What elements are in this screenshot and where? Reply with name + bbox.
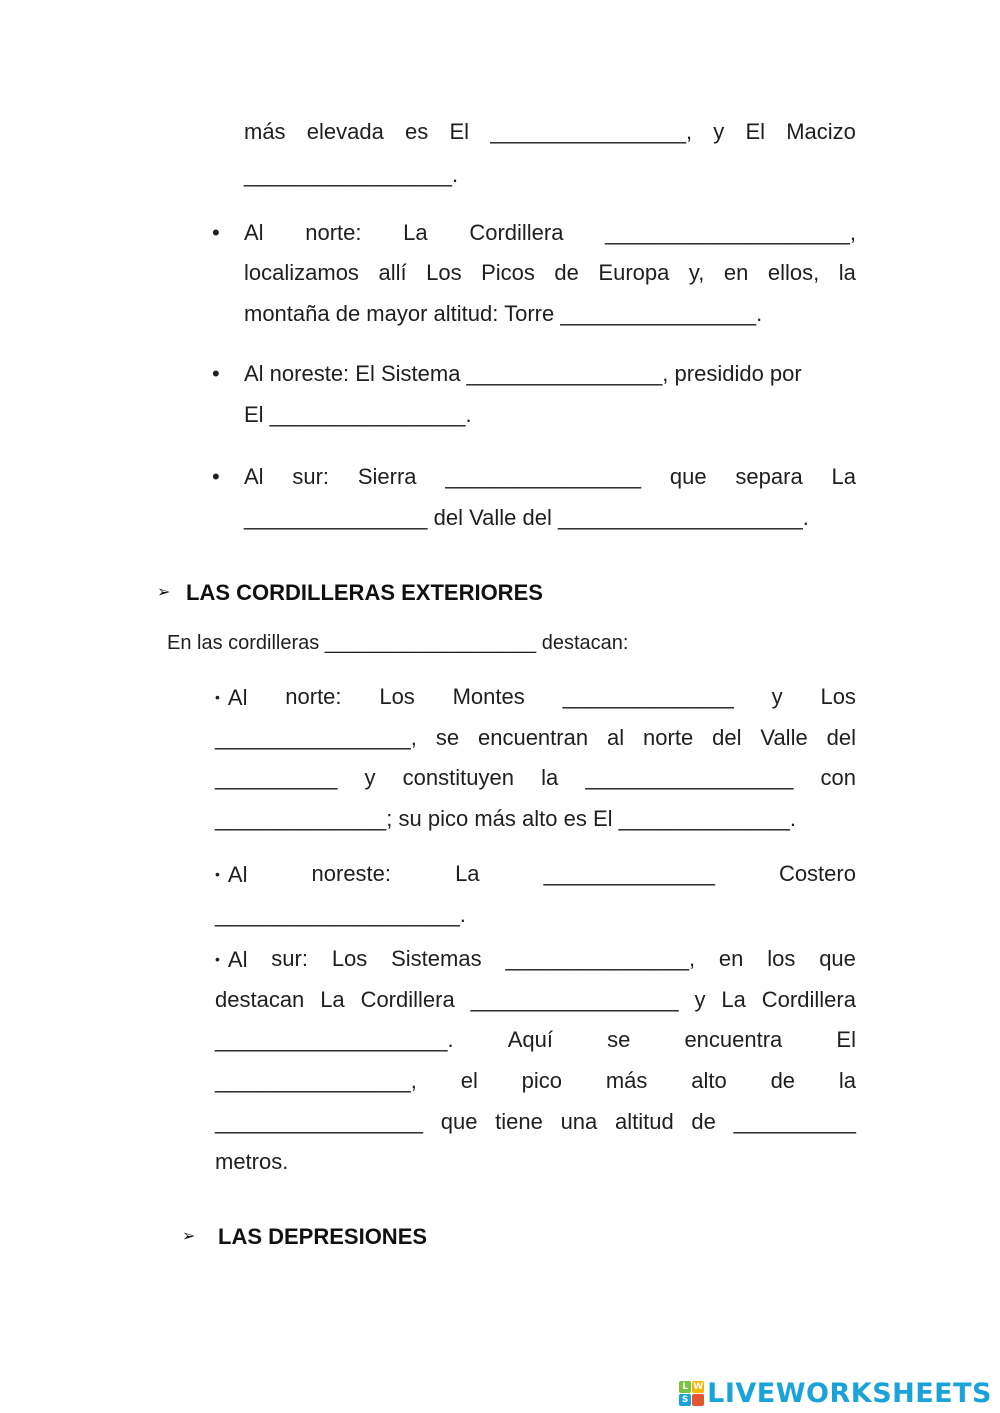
word: en [718, 946, 744, 971]
text-line [215, 723, 856, 753]
text-line [244, 117, 856, 147]
word: El [836, 1027, 856, 1052]
word: se [435, 725, 460, 750]
word: Cordillera [360, 987, 455, 1012]
word: La [320, 987, 345, 1012]
word: ________________, [490, 119, 693, 144]
text-line [244, 218, 856, 248]
bulleted-word [215, 859, 247, 890]
word: ______________ [562, 684, 734, 709]
text-line: montaña de mayor altitud: Torre ________________. [244, 301, 763, 326]
word: La [721, 987, 746, 1012]
bullet-icon: • [212, 361, 220, 386]
word: localizamos [244, 260, 359, 285]
word: ________________, [215, 1068, 417, 1093]
word: Macizo [786, 119, 856, 144]
bullet-icon: • [212, 464, 220, 489]
word: ____________________, [605, 220, 856, 245]
watermark-text: LIVEWORKSHEETS [707, 1378, 992, 1409]
word: encuentra [684, 1027, 783, 1052]
word: y [364, 765, 376, 790]
word: y, [688, 260, 705, 285]
word: Los [820, 684, 856, 709]
word: Picos [481, 260, 535, 285]
word: sur: [292, 464, 330, 489]
word: que [440, 1109, 478, 1134]
word: al [607, 725, 625, 750]
text-line [215, 1025, 856, 1055]
arrow-bullet-icon: ➢ [182, 1228, 196, 1245]
bullet-icon: • [215, 951, 220, 967]
word: el [460, 1068, 478, 1093]
word: tiene [495, 1109, 543, 1134]
section-heading: LAS DEPRESIONES [218, 1224, 428, 1249]
word: Al [227, 947, 248, 972]
text-line: metros. [215, 1149, 289, 1174]
word: altitud [614, 1109, 674, 1134]
word: norte: [305, 220, 362, 245]
text-line [244, 462, 856, 492]
bulleted-word [215, 682, 247, 713]
text-line: _________________. [244, 162, 459, 187]
word: Sierra [357, 464, 417, 489]
word: _________________ [215, 1109, 424, 1134]
word: destacan [215, 987, 305, 1012]
text-line [215, 682, 856, 713]
word: ________________, [215, 725, 417, 750]
text-line [215, 1107, 856, 1137]
text-line [215, 763, 856, 793]
word: sur: [271, 946, 308, 971]
text-line: Al noreste: El Sistema ________________, presidido por [244, 361, 802, 386]
word: y [694, 987, 706, 1012]
word: Costero [778, 861, 856, 886]
word: más [244, 119, 286, 144]
text-line [244, 258, 856, 288]
word: Al [244, 464, 264, 489]
word: La [455, 861, 480, 886]
word: Montes [452, 684, 525, 709]
word: Al [244, 220, 264, 245]
text-line: ____________________. [215, 902, 466, 927]
word: una [560, 1109, 598, 1134]
bullet-icon: • [215, 866, 220, 882]
word: elevada [306, 119, 384, 144]
word: __________ [215, 765, 338, 790]
word: Cordillera [469, 220, 564, 245]
word: con [820, 765, 856, 790]
text-line: En las cordilleras ___________________ destacan: [167, 632, 629, 654]
word: los [767, 946, 796, 971]
word: del [712, 725, 742, 750]
word: encuentran [477, 725, 589, 750]
word: la [838, 1068, 856, 1093]
word: Los [331, 946, 368, 971]
word: Europa [598, 260, 670, 285]
word: Sistemas [391, 946, 482, 971]
text-line: ______________; su pico más alto es El ______________. [215, 806, 797, 831]
word: _________________ [470, 987, 679, 1012]
word: norte: [285, 684, 342, 709]
word: es [405, 119, 429, 144]
word: Cordillera [761, 987, 856, 1012]
text-line [215, 944, 856, 975]
word: __________ [733, 1109, 856, 1134]
word: de [554, 260, 579, 285]
word: constituyen [402, 765, 514, 790]
bullet-icon: • [212, 220, 220, 245]
text-line [215, 985, 856, 1015]
word: que [819, 946, 856, 971]
word: El [449, 119, 470, 144]
word: pico [521, 1068, 563, 1093]
word: de [691, 1109, 716, 1134]
word: norte [643, 725, 694, 750]
word: El [745, 119, 766, 144]
word: ______________ [543, 861, 715, 886]
word: y [771, 684, 783, 709]
word: noreste: [311, 861, 392, 886]
word: y [713, 119, 725, 144]
word: Aquí [507, 1027, 553, 1052]
word: más [605, 1068, 648, 1093]
word: Al [227, 685, 248, 710]
word: Al [227, 862, 248, 887]
word: Los [379, 684, 415, 709]
word: de [770, 1068, 796, 1093]
text-line: El ________________. [244, 402, 472, 427]
word: Valle [760, 725, 808, 750]
word: en [723, 260, 749, 285]
arrow-bullet-icon: ➢ [157, 584, 171, 601]
text-line [215, 859, 856, 890]
section-heading: LAS CORDILLERAS EXTERIORES [186, 580, 543, 605]
word: que [669, 464, 707, 489]
bulleted-word [215, 944, 247, 975]
word: allí [378, 260, 407, 285]
text-line: _______________ del Valle del ____________________. [244, 505, 809, 530]
word: se [607, 1027, 631, 1052]
word: _______________, [505, 946, 696, 971]
word: La [403, 220, 428, 245]
bullet-icon: • [215, 689, 220, 705]
word: Los [426, 260, 462, 285]
word: La [831, 464, 856, 489]
word: la [838, 260, 856, 285]
word: ellos, [767, 260, 820, 285]
text-line [215, 1066, 856, 1096]
word: ________________ [445, 464, 642, 489]
logo-mark-icon: L W S [679, 1381, 704, 1406]
word: alto [691, 1068, 727, 1093]
word: la [541, 765, 559, 790]
word: _________________ [585, 765, 794, 790]
word: del [826, 725, 856, 750]
word: ___________________. [215, 1027, 454, 1052]
liveworksheets-logo [679, 1378, 992, 1409]
word: separa [735, 464, 803, 489]
